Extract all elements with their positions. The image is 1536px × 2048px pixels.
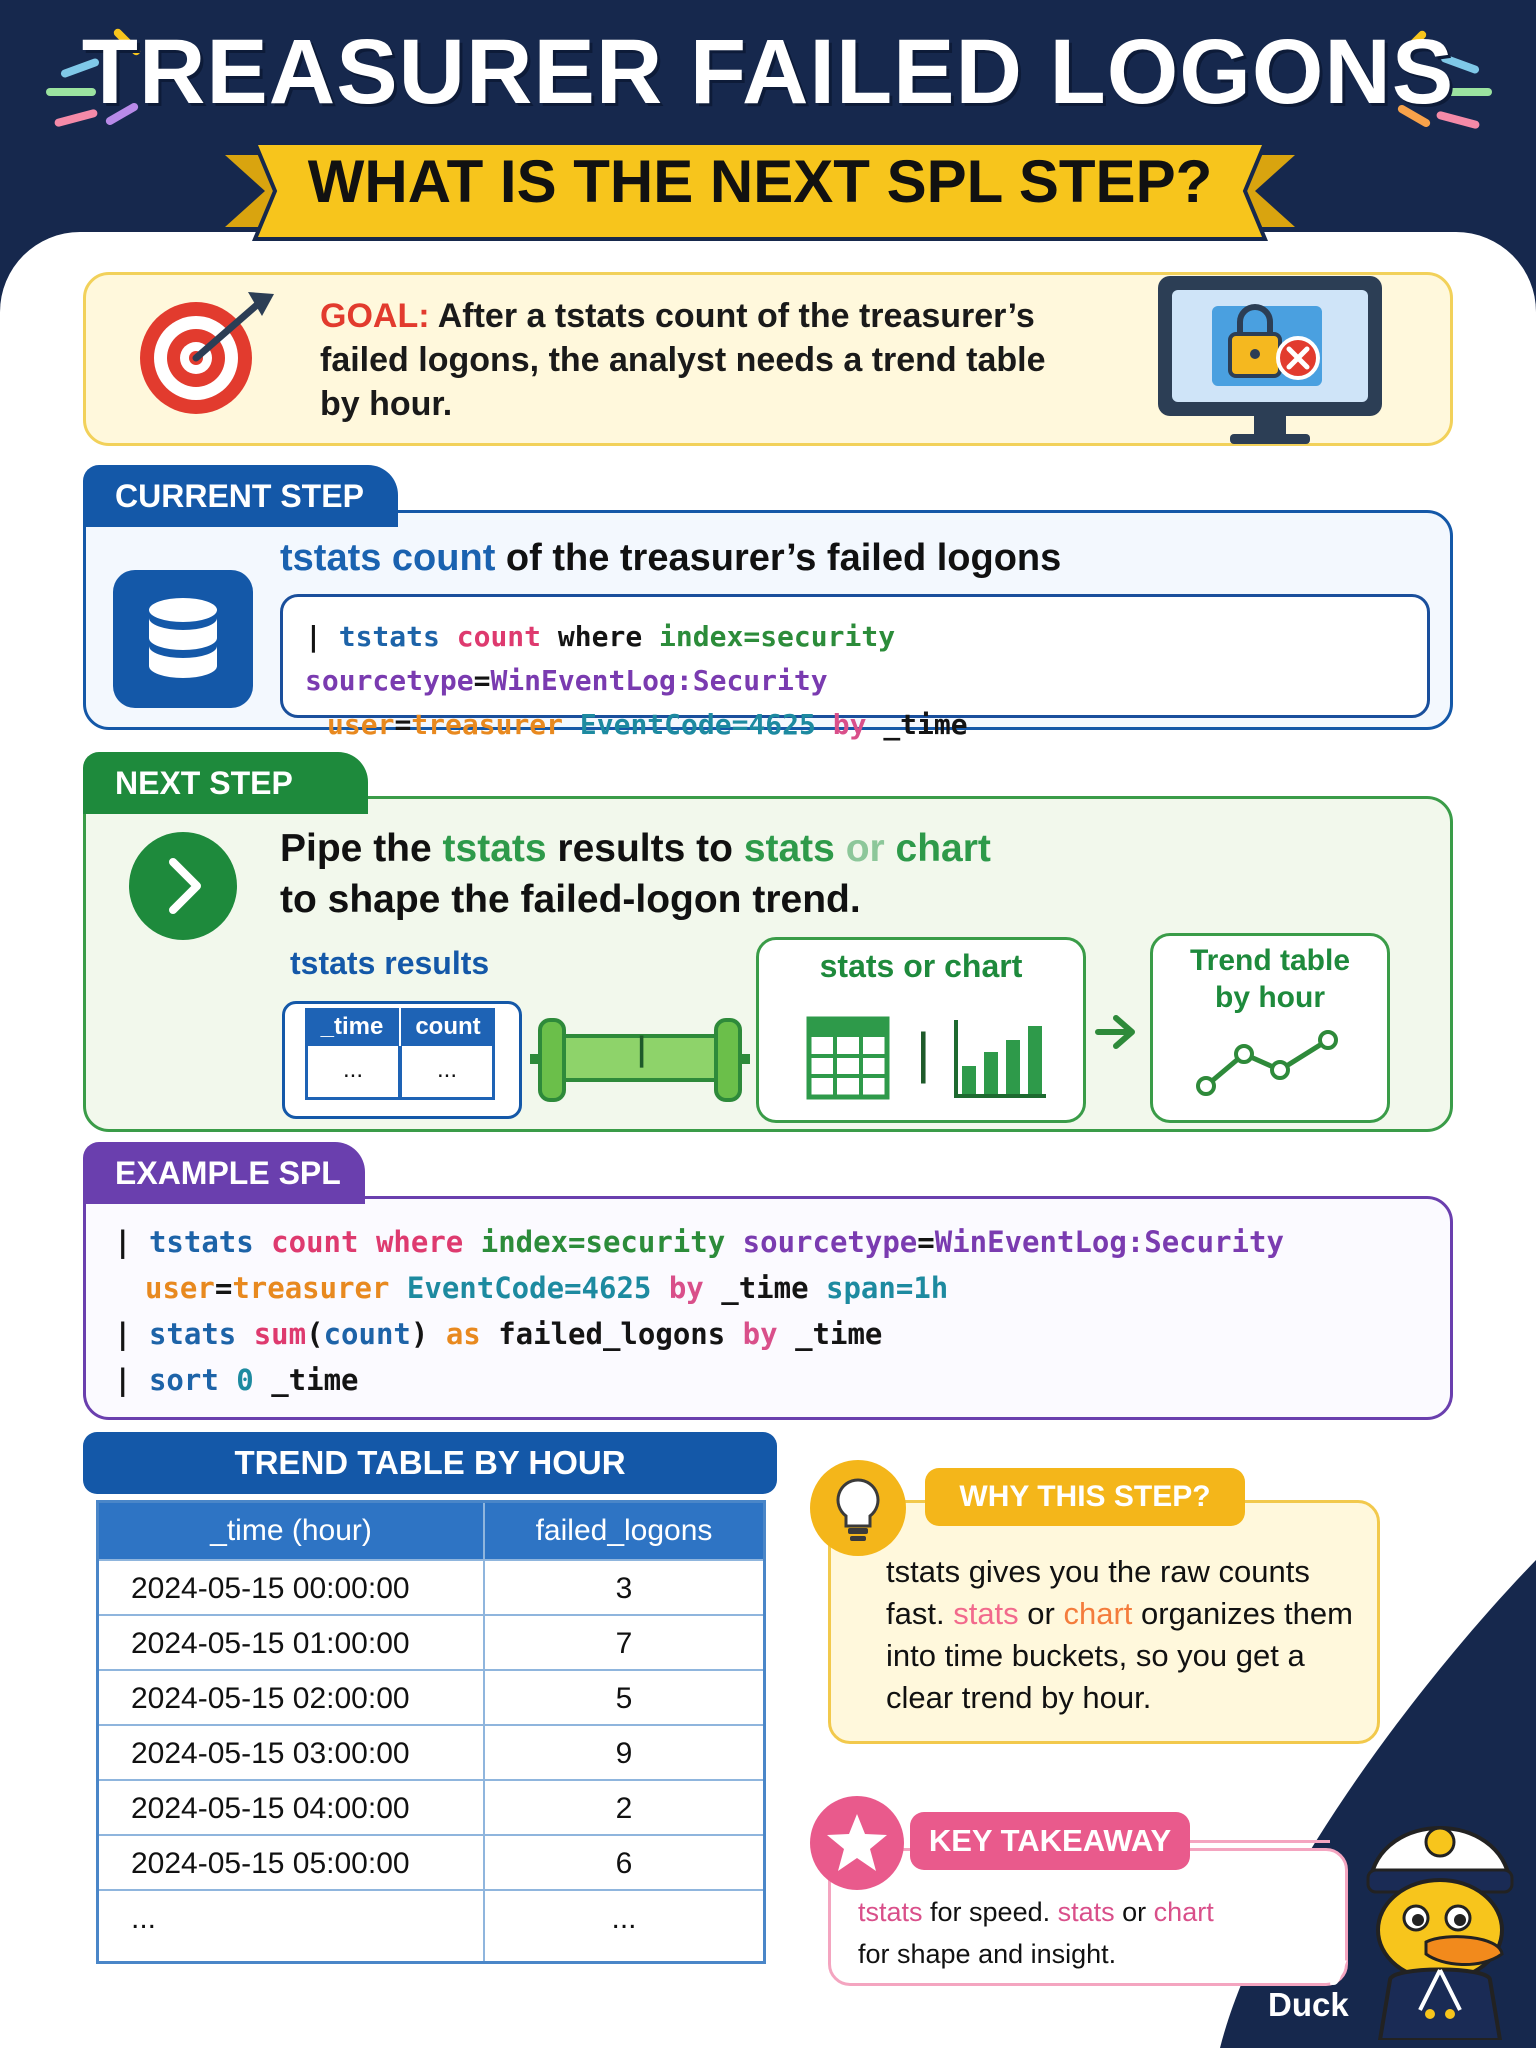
- why-tab: WHY THIS STEP?: [925, 1468, 1245, 1526]
- lightbulb-icon: [808, 1458, 908, 1558]
- page-title: TREASURER FAILED LOGONS: [81, 21, 1455, 123]
- takeaway-tab: KEY TAKEAWAY: [910, 1812, 1190, 1870]
- current-step-code: | tstats count where index=security sourcetype=WinEventLog:Security user=treasurer EventCode=4625 by _time: [280, 594, 1430, 718]
- table-header-row: [99, 1503, 763, 1559]
- trend-table-label: Trend table by hour: [1189, 944, 1351, 1014]
- why-text: tstats gives you the raw counts fast. stats or chart organizes them into time buckets, so you get a clear trend by hour.: [886, 1554, 1353, 1715]
- database-icon: [113, 570, 253, 708]
- star-icon: [808, 1794, 906, 1892]
- results-col-time: _time: [305, 1008, 399, 1046]
- trend-line-icon: [1192, 1026, 1342, 1098]
- next-step-tab: NEXT STEP: [83, 752, 368, 814]
- table-grid-icon: [806, 1016, 890, 1100]
- table-row: 2024-05-15 01:00:00 7: [99, 1614, 763, 1669]
- current-step-heading: tstats count of the treasurer’s failed logons: [280, 537, 1062, 579]
- table-row: 2024-05-15 05:00:00 6: [99, 1834, 763, 1889]
- goal-text: [320, 294, 1080, 426]
- results-cell: ...: [399, 1046, 495, 1100]
- target-arrow-icon: [128, 286, 280, 418]
- arrow-right-icon: [1094, 1010, 1140, 1054]
- page-subtitle: WHAT IS THE NEXT SPL STEP?: [307, 148, 1213, 215]
- pipe-symbol: |: [632, 1030, 652, 1068]
- stats-or-chart-label: stats or chart: [819, 948, 1023, 984]
- tstats-results-label: tstats results: [290, 945, 490, 981]
- table-row: ... ...: [99, 1889, 763, 1961]
- column-header-time: _time (hour): [210, 1514, 372, 1547]
- goal-label: GOAL:: [320, 297, 430, 335]
- current-step-tab: CURRENT STEP: [83, 465, 398, 527]
- results-col-count: count: [401, 1008, 495, 1046]
- takeaway-text: tstats for speed. stats or chart for shape and insight.: [858, 1897, 1214, 1969]
- locked-monitor-icon: [1152, 270, 1388, 450]
- next-step-heading: Pipe the tstats results to stats or chart to shape the failed-logon trend.: [280, 827, 991, 921]
- brand-name: Navy Duck: [1268, 1948, 1349, 2023]
- goal-description: After a tstats count of the treasurer’s failed logons, the analyst needs a trend table by hour.: [320, 297, 1046, 423]
- table-row: 2024-05-15 04:00:00 2: [99, 1779, 763, 1834]
- bar-chart-icon: [952, 1016, 1048, 1100]
- table-row: 2024-05-15 02:00:00 5: [99, 1669, 763, 1724]
- column-header-failed-logons: failed_logons: [483, 1503, 763, 1559]
- trend-table-title: TREND TABLE BY HOUR: [83, 1432, 777, 1494]
- results-cell: ...: [305, 1046, 401, 1100]
- takeaway-underline: [1190, 1838, 1330, 1846]
- example-spl-code: | tstats count where index=security sourcetype=WinEventLog:Security user=treasurer EventCode=4625 by _time span=1h | stats sum(count) as failed_logons by _time | sort 0 _time: [83, 1196, 1453, 1420]
- table-row: 2024-05-15 00:00:00 3: [99, 1559, 763, 1614]
- table-row: 2024-05-15 03:00:00 9: [99, 1724, 763, 1779]
- example-spl-tab: EXAMPLE SPL: [83, 1142, 365, 1204]
- stats-chart-divider: |: [916, 1021, 931, 1084]
- trend-table: [96, 1500, 766, 1964]
- chevron-right-icon: [127, 830, 239, 942]
